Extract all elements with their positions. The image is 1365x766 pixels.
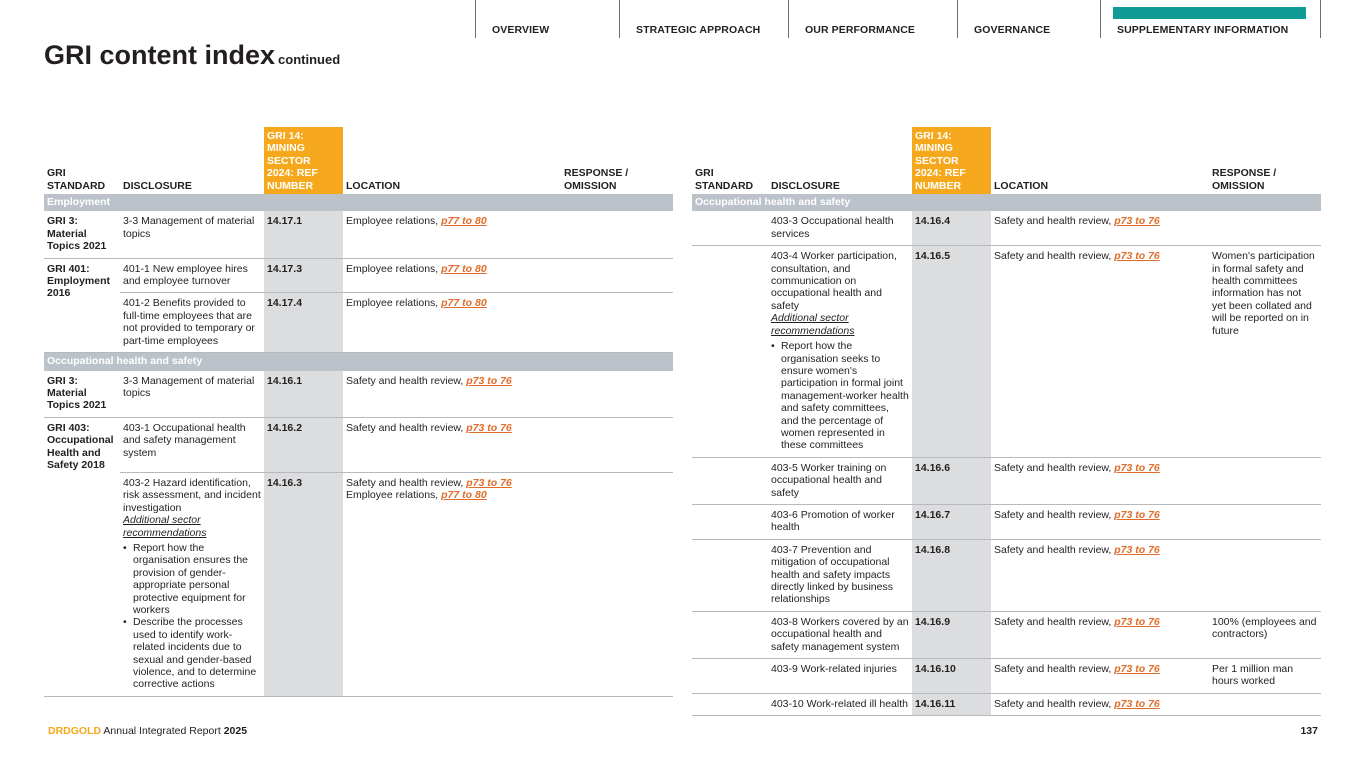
header-gri-standard: GRI STANDARD xyxy=(47,167,106,192)
response-cell xyxy=(1209,539,1321,611)
ref-number-cell: 14.16.10 xyxy=(912,659,991,694)
response-cell: 100% (employees and contractors) xyxy=(1209,611,1321,658)
ref-number-cell: 14.16.5 xyxy=(912,246,991,458)
nav-overview-label: OVERVIEW xyxy=(492,24,550,36)
location-text: Employee relations, xyxy=(346,262,442,275)
gri-standard-cell xyxy=(692,611,768,658)
page-link[interactable]: p73 to 76 xyxy=(466,476,512,489)
nav-governance[interactable] xyxy=(957,0,1100,38)
disclosure-text: 403-4 Worker participation, consultation, and communication on occupational health and safety xyxy=(771,250,897,312)
disclosure-cell: 403-6 Promotion of worker health xyxy=(768,504,912,539)
additional-recommendations-label: Additional sector recommendations xyxy=(771,312,855,337)
ref-number-cell: 14.16.7 xyxy=(912,504,991,539)
location-text: Safety and health review, xyxy=(994,663,1115,676)
location-text: Employee relations, xyxy=(346,215,442,228)
ref-number-cell: 14.16.6 xyxy=(912,457,991,504)
ref-number-cell: 14.16.3 xyxy=(264,472,343,696)
page-link[interactable]: p73 to 76 xyxy=(1114,508,1160,521)
location-text: Safety and health review, xyxy=(994,615,1115,628)
table-row xyxy=(692,211,1321,245)
table-row xyxy=(692,611,1321,658)
response-cell: Per 1 million man hours worked xyxy=(1209,659,1321,694)
additional-recommendations-label: Additional sector recommendations xyxy=(123,514,207,539)
location-text: Safety and health review, xyxy=(994,508,1115,521)
location-text: Safety and health review, xyxy=(346,421,467,434)
location-cell xyxy=(991,457,1209,504)
page-link[interactable]: p73 to 76 xyxy=(1114,461,1160,474)
location-cell xyxy=(991,611,1209,658)
response-cell xyxy=(1209,504,1321,539)
location-text: Safety and health review, xyxy=(994,250,1115,263)
response-cell xyxy=(561,293,673,353)
header-location: LOCATION xyxy=(994,179,1049,192)
location-cell xyxy=(343,258,561,293)
location-cell xyxy=(991,539,1209,611)
section-row-occupational-health-and-safety xyxy=(692,194,1321,211)
page-link[interactable]: p73 to 76 xyxy=(1114,543,1160,556)
ref-number-cell: 14.17.4 xyxy=(264,293,343,353)
active-tab-indicator xyxy=(1113,7,1306,19)
header-location: LOCATION xyxy=(346,179,401,192)
disclosure-cell: 403-1 Occupational health and safety management system xyxy=(120,417,264,472)
location-text: Safety and health review, xyxy=(994,215,1115,228)
nav-governance-label: GOVERNANCE xyxy=(974,24,1051,36)
disclosure-cell xyxy=(768,246,912,458)
gri-standard-cell: GRI 3: Material Topics 2021 xyxy=(44,211,120,258)
table-row xyxy=(44,293,673,353)
table-row xyxy=(692,693,1321,715)
location-cell xyxy=(991,246,1209,458)
section-title: Occupational health and safety xyxy=(692,194,1321,211)
page-link[interactable]: p73 to 76 xyxy=(1114,697,1160,710)
footer-year: 2025 xyxy=(223,725,248,737)
location-cell xyxy=(991,211,1209,245)
table-row xyxy=(44,211,673,258)
location-cell xyxy=(343,211,561,258)
section-title: Occupational health and safety xyxy=(44,353,673,371)
disclosure-cell: 401-2 Benefits provided to full-time employees that are not provided to temporary or part-time employees xyxy=(120,293,264,353)
section-row-occupational-health-and-safety xyxy=(44,353,673,371)
gri-index-table-left xyxy=(44,127,673,697)
page-link[interactable]: p73 to 76 xyxy=(466,421,512,434)
recommendations-list xyxy=(123,542,261,691)
header-response: RESPONSE / OMISSION xyxy=(564,167,629,192)
ref-number-cell: 14.16.2 xyxy=(264,417,343,472)
disclosure-cell: 401-1 New employee hires and employee turnover xyxy=(120,258,264,293)
ref-number-cell: 14.16.9 xyxy=(912,611,991,658)
table-row xyxy=(692,659,1321,694)
header-disclosure: DISCLOSURE xyxy=(771,179,840,192)
list-item: • Report how the organisation seeks to ensure women's participation in formal joint management-worker health and safety committees, and the percentage of women represented in these committees xyxy=(771,340,909,452)
response-cell: Women's participation in formal safety and health committees information has not yet been collated and will be reported on in future xyxy=(1209,246,1321,458)
location-cell xyxy=(343,472,561,696)
page-link[interactable]: p77 to 80 xyxy=(441,262,487,275)
nav-strategic-approach[interactable] xyxy=(619,0,788,38)
table-row xyxy=(692,246,1321,458)
table-row xyxy=(692,457,1321,504)
table-row xyxy=(44,371,673,418)
page-link[interactable]: p77 to 80 xyxy=(441,215,487,228)
list-item: • Report how the organisation ensures the provision of gender-appropriate personal protective equipment for workers xyxy=(123,542,261,616)
disclosure-cell: 403-9 Work-related injuries xyxy=(768,659,912,694)
response-cell xyxy=(1209,211,1321,245)
gri-standard-cell xyxy=(692,659,768,694)
table-row xyxy=(44,258,673,293)
disclosure-cell: 403-8 Workers covered by an occupational health and safety management system xyxy=(768,611,912,658)
location-text: Safety and health review, xyxy=(346,476,467,489)
list-item: • Describe the processes used to identify work-related incidents due to sexual and gender-based violence, and to determine corrective actions xyxy=(123,616,261,690)
nav-our-performance[interactable] xyxy=(788,0,957,38)
response-cell xyxy=(561,258,673,293)
gri-standard-cell: GRI 403: Occupational Health and Safety 2018 xyxy=(44,417,120,696)
table-row xyxy=(692,539,1321,611)
ref-number-cell: 14.16.11 xyxy=(912,693,991,715)
header-gri-standard: GRI STANDARD xyxy=(695,167,754,192)
recommendations-list xyxy=(771,340,909,452)
table-header-row xyxy=(44,127,673,194)
gri-standard-cell xyxy=(692,504,768,539)
location-text: Safety and health review, xyxy=(994,543,1115,556)
location-cell xyxy=(343,371,561,418)
table-row xyxy=(44,472,673,696)
page-title-subtitle: continued xyxy=(278,52,341,67)
location-text: Safety and health review, xyxy=(994,697,1115,710)
header-response: RESPONSE / OMISSION xyxy=(1212,167,1277,192)
section-title: Employment xyxy=(44,194,673,211)
nav-our-performance-label: OUR PERFORMANCE xyxy=(805,24,916,36)
page-title xyxy=(44,40,340,71)
disclosure-cell: 403-5 Worker training on occupational health and safety xyxy=(768,457,912,504)
ref-number-cell: 14.16.1 xyxy=(264,371,343,418)
page-title-main: GRI content index xyxy=(44,40,276,70)
page-link[interactable]: p73 to 76 xyxy=(1114,663,1160,676)
nav-overview[interactable] xyxy=(475,0,619,38)
header-disclosure: DISCLOSURE xyxy=(123,179,192,192)
page-link[interactable]: p77 to 80 xyxy=(441,297,487,310)
nav-supplementary-information[interactable] xyxy=(1100,0,1321,38)
nav-supplementary-information-label: SUPPLEMENTARY INFORMATION xyxy=(1117,24,1289,36)
gri-standard-cell xyxy=(692,211,768,245)
location-cell xyxy=(343,293,561,353)
page-link[interactable]: p73 to 76 xyxy=(1114,215,1160,228)
disclosure-text: 403-2 Hazard identification, risk assessment, and incident investigation xyxy=(123,476,261,514)
disclosure-cell: 3-3 Management of material topics xyxy=(120,211,264,258)
disclosure-cell: 403-7 Prevention and mitigation of occupational health and safety impacts directly linked by business relationships xyxy=(768,539,912,611)
nav-strategic-approach-label: STRATEGIC APPROACH xyxy=(636,24,761,36)
table-header-row xyxy=(692,127,1321,194)
gri-standard-cell xyxy=(692,457,768,504)
location-cell xyxy=(343,417,561,472)
response-cell xyxy=(1209,457,1321,504)
location-cell xyxy=(991,659,1209,694)
page-link-2[interactable]: p77 to 80 xyxy=(441,489,487,502)
footer-brand: DRDGOLD xyxy=(48,725,102,737)
ref-number-cell: 14.16.4 xyxy=(912,211,991,245)
page-link[interactable]: p73 to 76 xyxy=(466,374,512,387)
gri-standard-cell: GRI 3: Material Topics 2021 xyxy=(44,371,120,418)
gri-index-table-right xyxy=(692,127,1321,716)
response-cell xyxy=(561,472,673,696)
response-cell xyxy=(1209,693,1321,715)
page-link[interactable]: p73 to 76 xyxy=(1114,250,1160,263)
location-cell xyxy=(991,693,1209,715)
disclosure-cell: 403-3 Occupational health services xyxy=(768,211,912,245)
footer-report-name xyxy=(48,725,247,737)
header-ref-number: GRI 14: MINING SECTOR 2024: REF NUMBER xyxy=(264,127,343,194)
gri-standard-cell xyxy=(692,246,768,458)
ref-number-cell: 14.17.3 xyxy=(264,258,343,293)
page-link[interactable]: p73 to 76 xyxy=(1114,615,1160,628)
response-cell xyxy=(561,211,673,258)
ref-number-cell: 14.17.1 xyxy=(264,211,343,258)
gri-standard-cell xyxy=(692,693,768,715)
page-number: 137 xyxy=(1300,725,1318,737)
table-row xyxy=(692,504,1321,539)
footer-report-text: Annual Integrated Report xyxy=(101,725,224,737)
header-ref-number: GRI 14: MINING SECTOR 2024: REF NUMBER xyxy=(912,127,991,194)
gri-standard-cell: GRI 401: Employment 2016 xyxy=(44,258,120,352)
response-cell xyxy=(561,371,673,418)
table-row xyxy=(44,417,673,472)
gri-standard-cell xyxy=(692,539,768,611)
location-text: Safety and health review, xyxy=(994,461,1115,474)
ref-number-cell: 14.16.8 xyxy=(912,539,991,611)
response-cell xyxy=(561,417,673,472)
disclosure-cell xyxy=(120,472,264,696)
location-text: Safety and health review, xyxy=(346,374,467,387)
top-navigation xyxy=(475,0,1321,38)
disclosure-cell: 403-10 Work-related ill health xyxy=(768,693,912,715)
disclosure-cell: 3-3 Management of material topics xyxy=(120,371,264,418)
location-text-2: Employee relations, xyxy=(346,489,442,502)
location-cell xyxy=(991,504,1209,539)
location-text: Employee relations, xyxy=(346,297,442,310)
section-row-employment xyxy=(44,194,673,211)
